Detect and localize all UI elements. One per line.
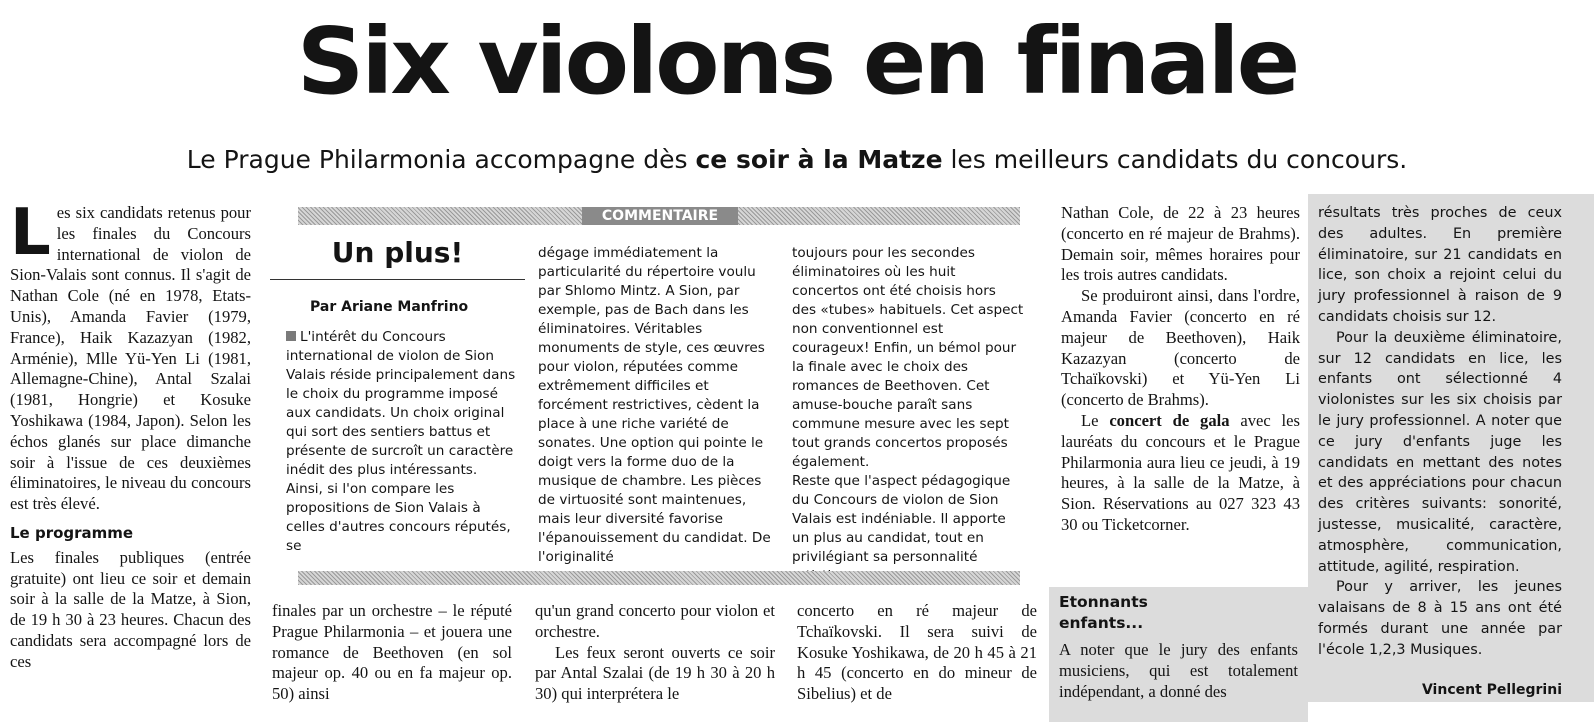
commentary-col-1-text: L'intérêt du Concours international de violon de Sion Valais réside principalement dans le choix du programme imposé aux candidats. Un choix original qui sort des sentiers battus et présente de surcroît un caractère inédit des plus intéressants. [286, 329, 516, 478]
commentary-col-3 [792, 244, 1024, 586]
commentary-author: Par Ariane Manfrino [310, 299, 469, 315]
sidebar-right-text [1318, 203, 1562, 661]
column-4 [1061, 203, 1300, 536]
bottom-col-1 [272, 601, 512, 705]
concert-de-gala-bold: concert de gala [1109, 410, 1230, 430]
column-4-text-1: Nathan Cole, de 22 à 23 heures (concerto en ré majeur de Brahms). Demain soir, mêmes horaires pour les trois autres candidats. [1061, 203, 1300, 285]
sidebar-intro [1059, 640, 1298, 702]
drop-cap: L [10, 196, 51, 270]
sidebar-text-1: résultats très proches de ceux des adultes. En première éliminatoire, sur 21 candidats en lice, son choix a rejoint celui du jury professionnel à raison de 9 candidats choisis sur 12. [1318, 205, 1562, 325]
bottom-col-1-text: finales par un orchestre – le réputé Prague Philarmonia – et jouera une romance de Beethoven (en sol majeur op. 40 ou en fa majeur op. 50) ainsi [272, 601, 512, 704]
signature: Vincent Pellegrini [1421, 682, 1562, 698]
column-4-text-3 [1061, 411, 1300, 536]
headline-text: Six violons en finale [296, 8, 1298, 115]
column-1 [10, 196, 251, 673]
commentary-box [270, 207, 1025, 589]
headline [0, 2, 1594, 122]
sidebar-text-2: Pour la deuxième éliminatoire, sur 12 candidats en lice, les enfants ont sélectionné 4 violonistes sur les six choisis par le jury professionnel. A noter que ce jury d'enfants juge les candidats en mettant des notes et des appréciations pour chacun des critères suivants: sonorité, justesse, musicalité, caractère, atmosphère, communication, attitude, agilité, respiration. [1318, 329, 1562, 575]
subhead-text-end: les meilleurs candidats du concours. [942, 145, 1408, 174]
commentary-rule [270, 279, 525, 280]
sidebar-text-3: Pour y arriver, les jeunes valaisans de 8 à 15 ans ont été formés durant une année par l'école 1,2,3 Musiques. [1318, 579, 1562, 658]
commentary-col-3-text: toujours pour les secondes éliminatoires où les huit concertos ont été choisis hors des «tubes» habituels. Cet aspect non conventionnel est courageux! Enfin, un bémol pour la finale avec le choix des romances de Beethoven. Cet amuse-bouche paraît sans commune mesure avec les sept tout grands concertos proposés également. [792, 245, 1024, 470]
commentary-col-2 [538, 244, 776, 567]
bottom-col-2-text: qu'un grand concerto pour violon et orchestre. [535, 601, 775, 641]
subhead [0, 140, 1594, 180]
commentary-title: Un plus! [331, 236, 464, 269]
commentary-banner-label: COMMENTAIRE [582, 207, 738, 225]
column-1-intro: es six candidats retenus pour les finales du Concours international de violon de Sion-Valais sont connus. Il s'agit de Nathan Cole (né en 1978, Etats-Unis), Amanda Favier (1979, France), Haik Kazazyan (1982, Arménie), Mlle Yü-Yen Li (1981, Allemagne-Chine), Antal Szalai (1981, Hongrie) et Kosuke Yoshikawa (1984, Japon). Selon les échos glanés sur place dimanche soir à l'issue de ces deuxièmes éliminatoires, le niveau du concours est très élevé. [10, 203, 251, 514]
column-4-text-3-end: avec les lauréats du concours et le Prague Philarmonia aura lieu ce jeudi, à 19 heures, à la salle de la Matze, à Sion. Réservations au 027 323 43 30 ou Ticketcorner. [1061, 410, 1300, 534]
column-1-text: Les finales publiques (entrée gratuite) ont lieu ce soir et demain soir à la salle de la Matze, à Sion, de 19 h 30 à 23 heures. Chacun des candidats sera accompagné lors de ces [10, 547, 251, 671]
commentary-col-1 [286, 328, 518, 556]
sidebar-intro-text: A noter que le jury des enfants musiciens, qui est totalement indépendant, a donné des [1059, 640, 1298, 701]
column-4-text-2: Se produiront ainsi, dans l'ordre, Amanda Favier (concerto en ré majeur de Beethoven), Haik Kazazyan (concerto de Tchaïkovski) et Yü-Yen Li (concerto de Brahms). [1061, 286, 1300, 410]
bottom-col-2 [535, 601, 775, 705]
commentary-bottom-rule [298, 571, 1020, 585]
section-heading-programme: Le programme [10, 523, 134, 542]
bottom-col-2-text-b: Les feux seront ouverts ce soir par Antal Szalai (de 19 h 30 à 20 h 30) qui interprétera le [535, 642, 775, 704]
commentary-banner [298, 207, 1020, 225]
column-4-text-3-start: Le [1081, 410, 1110, 430]
square-bullet-icon [286, 331, 296, 341]
commentary-col-2-text: dégage immédiatement la particularité du répertoire voulu par Shlomo Mintz. A Sion, par exemple, pas de Bach dans les éliminatoires. Véritables monuments de style, ces œuvres pour violon, réputées comme extrêmement difficiles et forcément restrictives, cèdent la place à une riche variété de sonates. Une option qui pointe le doigt vers la forme duo de la musique de chambre. Les pièces de virtuosité sont maintenues, mais leur diversité favorise l'épanouissement du candidat. De l'originalité [538, 245, 771, 565]
subhead-text: Le Prague Philarmonia accompagne dès [186, 145, 696, 174]
bottom-col-3 [797, 601, 1037, 705]
sidebar-heading: Etonnants enfants... [1059, 593, 1148, 632]
subhead-bold: ce soir à la Matze [695, 145, 943, 174]
commentary-col-3-text-b: Reste que l'aspect pédagogique du Concours de violon de Sion Valais est indéniable. Il apporte un plus au candidat, tout en privilégiant sa personnalité [792, 473, 1011, 565]
bottom-col-3-text: concerto en ré majeur de Tchaïkovski. Il sera suivi de Kosuke Yoshikawa, de 20 h 45 à 21 h 45 (concerto en do mineur de Sibelius) et de [797, 601, 1037, 704]
commentary-col-1-text-b: Ainsi, si l'on compare les propositions de Sion Valais à celles d'autres concours réputés, se [286, 481, 511, 554]
